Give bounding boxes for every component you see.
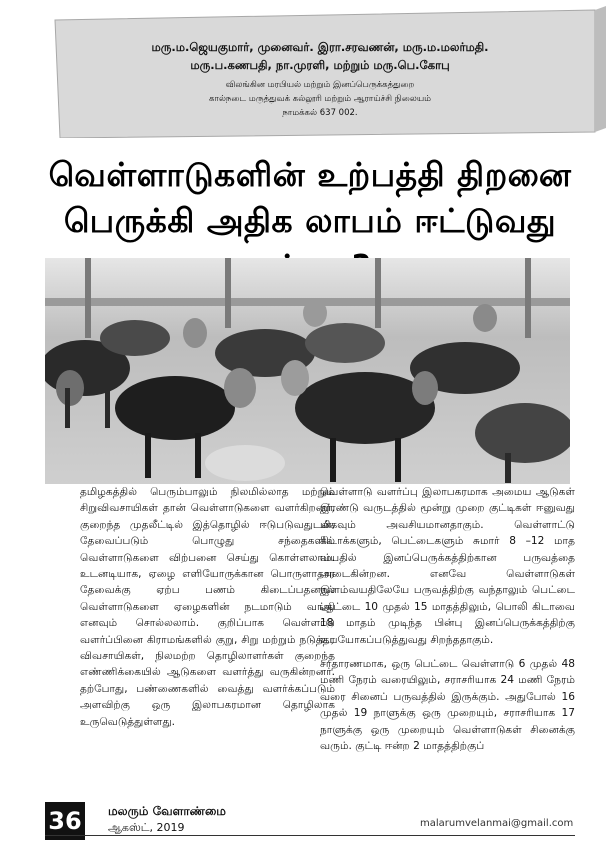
department-line-3: நாமக்கல் 637 002. xyxy=(282,108,358,118)
right-column xyxy=(320,484,575,763)
title-line-2: பெருக்கி அதிக லாபம் ஈட்டுவது xyxy=(63,201,557,240)
authors-line-2: மரு.ப.கணபதி, நா.முரளி, மற்றும் மரு.பெ.கோபு xyxy=(190,58,450,72)
footer-divider xyxy=(45,835,575,836)
magazine-name: மலரும் வேளாண்மை xyxy=(108,804,226,818)
right-paragraph-2: சாதாரணமாக, ஒரு பெட்டை வெள்ளாடு 6 முதல் 48 மணி நேரம் வரையிலும், சராசரியாக 24 மணி நேரம் வரை சினைப் பருவத்தில் இருக்கும். அதுபோல் 16 முதல் 19 நாளுக்கு ஒரு முறையும், சராசரியாக 17 நாளுக்கு ஒரு முறையும் வெள்ளாடுகள் சினைக்கு வரும். குட்டி ஈன்ற 2 மாதத்திற்குப் xyxy=(320,658,575,753)
goats-photo xyxy=(45,258,570,484)
contact-email: malarumvelanmai@gmail.com xyxy=(420,818,574,829)
page-number: 36 xyxy=(45,802,85,840)
department-line-1: விலங்கின மரபியல் மற்றும் இனப்பெருக்கத்துறை xyxy=(225,80,415,90)
department-line-2: கால்நடை மருத்துவக் கல்லூரி மற்றும் ஆராய்ச்சி நிலையம் xyxy=(209,94,431,104)
author-header-band xyxy=(0,0,606,138)
left-column xyxy=(80,484,335,738)
right-paragraph-1: வெள்ளாடு வளர்ப்பு இலாபகரமாக அமைய ஆடுகள் இரண்டு வருடத்தில் மூன்று முறை குட்டிகள் ஈனுவது மிகவும் அவசியமானதாகும். வெள்ளாட்டு கிடாக்களும், பெட்டைகளும் சுமார் 8 –12 மாத வயதில் இனப்பெருக்கத்திற்கான பருவத்தை அடைகின்றன. எனவே வெள்ளாடுகள் இளம்வயதிலேயே பருவத்திற்கு வந்தாலும் பெட்டை ஆட்டை 10 முதல் 15 மாதத்திலும், பொலி கிடாவை 18 மாதம் முடிந்த பின்பு இனப்பெருக்கத்திற்கு உபயோகப்படுத்துவது சிறந்ததாகும். xyxy=(320,486,575,646)
title-line-1: வெள்ளாடுகளின் உற்பத்தி திறனை xyxy=(48,155,572,194)
authors-block xyxy=(70,38,570,74)
goats-illustration xyxy=(45,258,570,484)
department-block xyxy=(80,78,560,120)
issue-date: ஆகஸ்ட், 2019 xyxy=(108,821,185,834)
left-paragraph: தமிழகத்தில் பெரும்பாலும் நிலமில்லாத மற்றும் சிறுவிவசாயிகள் தான் வெள்ளாடுகளை வளர்கிறனர். குறைந்த முதலீட்டில் இத்தொழில் ஈடுபடுவதுடன், தேவைப்படும் பொழுது சந்தைகளில் வெள்ளாடுகளை விற்பனை செய்து கொள்ளலாம். உடனடியாக, ஏழை எளியோருக்கான பொருளாதார தேவைக்கு ஏற்ப பணம் கிடைப்பதனால் வெள்ளாடுகளை ஏழைகளின் நடமாடும் வங்கி எனவும் சொல்லலாம். குறிப்பாக வெள்ளாடு வளர்ப்பினை கிராமங்களில் குறு, சிறு மற்றும் நடுத்தர விவசாயிகள், நிலமற்ற தொழிலாளர்கள் குறைந்த எண்ணிக்கையில் ஆடுகளை வளர்த்து வருகின்றனர். தற்போது, பண்ணைகளில் வைத்து வளர்க்கப்படும் அளவிற்கு ஒரு இலாபகரமான தொழிலாக உருவெடுத்துள்ளது. xyxy=(80,486,335,728)
authors-line-1: மரு.ம.ஜெயகுமார், முனைவர். இரா.சரவணன், மரு.ம.மலர்மதி. xyxy=(151,40,489,54)
